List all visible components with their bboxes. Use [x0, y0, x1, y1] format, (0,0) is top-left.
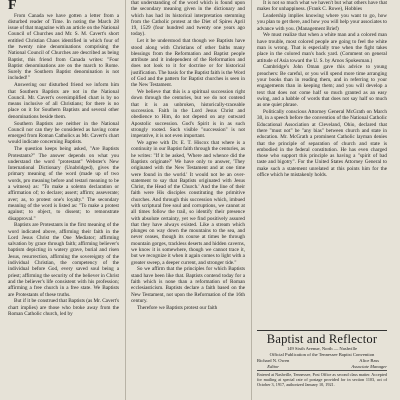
associate-role: Associate Manager	[351, 363, 387, 369]
column-left	[8, 0, 119, 400]
column-middle	[131, 0, 245, 400]
article-paragraph: From Canada we have gotten a letter from a disturbed reader of Time. In noting the March 28 issue of that magazine with an article on the National Council of Churches and Mr. S. M. Cavert's short entitled Christian Chaos identified in which four of the twenty nine denominations comprising the National Council of Churches are described as being Baptist, this friend from Canada writes: "Four Baptist denominations are on the march to Rome. Surely the Southern Baptist denomination is not included!"	[8, 12, 119, 82]
masthead	[257, 330, 387, 387]
article-paragraph: Therefore we Baptists protest our faith	[137, 304, 218, 311]
quote-paragraph: It is not so much what we haven't but what others have that makes for unhappiness. (Frank C. Rowe), Hobbies	[257, 0, 387, 13]
associate-block	[351, 358, 387, 369]
article-paragraph: So we affirm that the principles for which Baptists stand have been like that. Baptists contend today for a faith which is none than a reformation of Roman ecclesiasticism. Baptists declare a faith based on the New Testament, not upon the Reformation of the 16th century.	[131, 266, 245, 304]
editor-name: Richard N. Owen	[257, 358, 290, 363]
article-paragraph: Answering our disturbed friend we inform him that Southern Baptists are not in the National Council. Mr. Cavert's oversimplified chart is by no means inclusive of all Christians; for there is no place on it for Southern Baptists and several other denominations beside them.	[8, 82, 119, 120]
postal-entry-note: Entered at Nashville, Tennessee, Post Office as second class matter. Accepted for mailing at special rate of postage provided for in section 1103, act of October 3, 1917, authorized January 10, 1921.	[257, 372, 387, 388]
associate-name: Alice Bass	[359, 358, 380, 363]
staff-names	[257, 358, 387, 369]
article-paragraph: But if it be construed that Baptists (as Mr. Cavert's chart implies) are those who broke away from the Roman Catholic church, led by	[8, 298, 119, 317]
publication-title: Baptist and Reflector	[266, 332, 378, 346]
publication-address: 149 Sixth Avenue, North — Nashville	[286, 346, 358, 351]
article-paragraph: Southern Baptists are neither in the National Council nor can they be considered as having come emerged from Roman Catholics as Mr. Cavert's chart would indicate concerning Baptists.	[8, 120, 119, 146]
article-paragraph: We believe that this is a spiritual succession right down through the centuries, but we do not contend that it is an unbroken, historically-traceable succession. Faith in the Lord Jesus Christ and obedience to Him, do not depend on any outward Apostolic succession. God's Spirit is in as such strongly rooted. Such visible "succession" is not imperative, it is not even important.	[131, 89, 245, 140]
editor-role: Editor	[267, 363, 280, 369]
quote-paragraph: Cambridge's John Oman gave this advice to young preachers: Be careful, or you will spend more time arranging your books than in reading them, and in referring to your engagements than in keeping them; and you will develop a text that does not come half so much granted as an easy swing, and a habble of words that does not say half so much as one quiet phrase.	[257, 64, 387, 109]
editor-block	[257, 358, 289, 369]
publication-organ-line: Official Publication of the Tennessee Baptist Convention	[269, 351, 375, 357]
quote-paragraph: We must realize that when a white man and a colored man have trouble, most colored people are going to feel the white man is wrong. That is especially true when the fight takes place in the colored man's back yard. (Comment on general attitude of Asia toward the U. S. by Arnos Spokesman.)	[257, 32, 387, 64]
article-paragraph: Let it be understood that though we Baptists have stood along with Christians of other faiths many blessings from the Reformation and Baptist people attribute and it independent of the Reformation and does not look to it for doctrine or for historical justification. The basis for the Baptist faith is the Word of God and the pattern for Baptist churches is seen in the New Testament.	[131, 38, 245, 89]
article-paragraph: that understanding of the word which is found upon the secondary meaning given in the dictionary and which has had its historical interpretation stemming from the Catholic protest at the Diet of Spires April 19, 1529 (four hundred and twenty one years ago today).	[131, 0, 245, 38]
quote-paragraph: Politically conscious Attorney General McGrath on March 30, in a speech before the convention of the National Catholic Educational Association at Cleveland, Ohio, declared that there "must not" be "any bias" between church and state in education. Mr. McGrath a prominent Catholic layman denies that the principle of separation of church and state is embodied in the federal constitution. He has even charged those who support this principle as having a "spirit of bad taste and bigotry". For the United States Attorney General to make such a statement unrelated at this points him for the office which he mistakenly holds.	[257, 109, 387, 179]
article-paragraph: Baptists are Protestants in the first meaning of the word indicated above, affirming their faith in the Lord Jesus Christ the One Mediator; affirming salvation by grace through faith; affirming believer's baptism depicting in watery grave, burial and risen Jesus, resurrection, affirming the sovereignty of the individual Christian, the competency of the individual before God, every saved soul being a priest; affirming the security of the believer in Christ and the believer's life consistent with his profession; affirming a free church in a free state. We Baptists are Protestants of these truths.	[8, 222, 119, 298]
partial-heading-glyph: F	[8, 0, 17, 13]
article-paragraph: We agree with Dr. E. T. Hiscox that where is a continuity in our Baptist faith through the centuries, as he writes: "If it be asked, 'Where and whence did the Baptists originate?' We have only to answer, 'They originated with the New Testament and at one time were found in the world.' It would not be an over-statement to say that Baptists originated with Jesus Christ, the Head of the Church.' And the line of their faith were His disciples constituting the primitive churches. And through this succession which, imbued with scriptural free soul and corruptions, we cannot at all times follow the trail, so identify their presence with absolute certainty, yet we find positively assured that they have always existed. Like a stream which plunges on way down the mountains to the sea, and never ceases, though its course at times be through mountain gorges, trackless deserts and hidden caverns, we know it is somewhere, though we cannot trace it, but we recognize it when it again comes to light with a greater sweep, a deeper current, and stronger tide."	[131, 140, 245, 266]
column-right	[257, 0, 387, 326]
column-divider	[251, 0, 252, 400]
quote-paragraph: Leadership implies knowing where you want to go, how you plan to get there, and how you will help your associates to advance with you. (Management Brief)	[257, 13, 387, 32]
column-divider	[125, 0, 126, 400]
article-paragraph: The question keeps being asked, "Are Baptists Protestants?" The answer depends on what you understand the word "protestant" Webster's New International Dictionary (Unabridged), gives the primary meaning of the word (made up of two words, pro meaning before and testari meaning to be a witness) as: "To make a solemn declaration or affirmation of; to declare; assert; affirm; asseverate; aver; as, to protest one's loyalty." The secondary meaning of the word is listed as: "To make a protest against; to object, to dissent; to remonstrate disapproval."	[8, 146, 119, 222]
